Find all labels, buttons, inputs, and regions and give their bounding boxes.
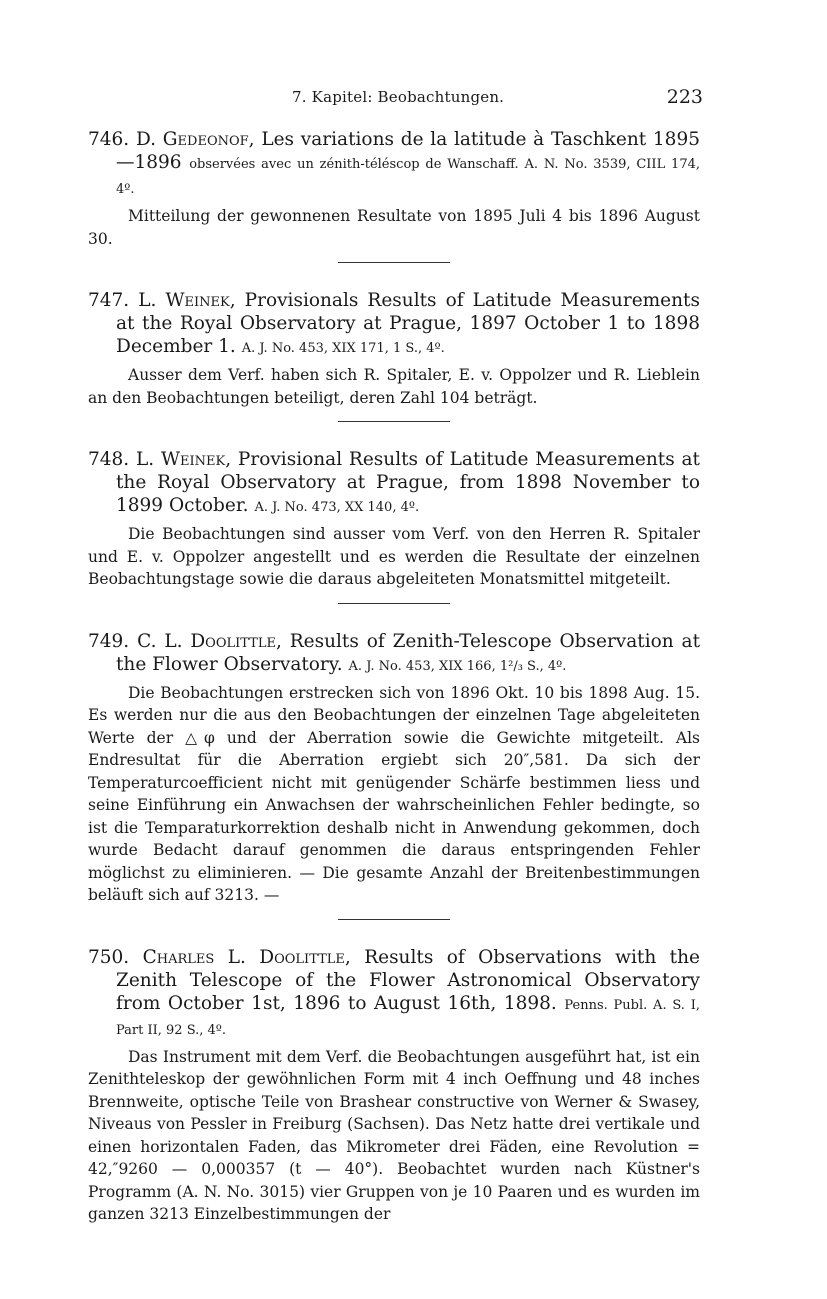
section-divider [338, 421, 450, 422]
entry-abstract: Ausser dem Verf. haben sich R. Spitaler, E. v. Oppolzer und R. Lieblein an den Beobachtungen beteiligt, deren Zahl 104 beträgt. [88, 366, 700, 407]
entry-750 [88, 946, 700, 1226]
entry-heading [88, 448, 700, 519]
entry-citation: Penns. Publ. A. S. I, Part II, 92 S., 4º. [116, 997, 700, 1038]
running-title: 7. Kapitel: Beobachtungen. [292, 88, 505, 106]
section-divider [338, 603, 450, 604]
entry-author: L. Weinek, [138, 290, 236, 311]
section-divider [338, 919, 450, 920]
entry-abstract: Mitteilung der gewonnenen Resultate von 1895 Juli 4 bis 1896 August 30. [88, 207, 700, 248]
entry-747 [88, 289, 700, 409]
entry-number: 749. [88, 630, 130, 652]
entry-author: D. Gedeonof, [135, 129, 255, 150]
entry-heading [88, 289, 700, 360]
entry-heading [88, 630, 700, 678]
entry-title: Les variations de la latitude à Taschkent 1895 —1896 [116, 129, 700, 173]
entry-number: 746. [88, 129, 130, 150]
section-divider [338, 262, 450, 263]
entry-number: 747. [88, 290, 130, 311]
entry-748 [88, 448, 700, 591]
bibliography-entries [88, 128, 700, 1226]
page-number: 223 [666, 86, 703, 108]
entry-citation: observées avec un zénith-téléscop de Wanschaff. A. N. No. 3539, CIIL 174, 4º. [116, 157, 700, 197]
entry-citation: A. J. No. 453, XIX 171, 1 S., 4º. [241, 341, 445, 356]
entry-749 [88, 630, 700, 907]
entry-number: 748. [88, 449, 130, 470]
entry-title: Results of Observations with the Zenith Telescope of the Flower Astronomical Observatory from October 1st, 1896 to August 16th, 1898. [116, 946, 700, 1014]
entry-author: Charles L. Doolittle, [142, 946, 351, 968]
entry-abstract: Die Beobachtungen erstrecken sich von 1896 Okt. 10 bis 1898 Aug. 15. Es werden nur die aus den Beobachtungen der einzelnen Tage abgeleiteten Werte der △φ und der Aberration sowie die Gewichte mitgeteilt. Als Endresultat für die Aberration ergiebt sich 20″,581. Da sich der Temperaturcoefficient nicht mit genügender Schärfe bestimmen liess und seine Einführung ein Anwachsen der wahrscheinlichen Fehler bedingte, so ist die Temparaturkorrektion deshalb nicht in Anwendung gekommen, doch wurde Bedacht darauf genommen die daraus entspringenden Fehler möglichst zu eliminieren. — Die gesamte Anzahl der Breitenbestimmungen beläuft sich auf 3213. — [88, 683, 700, 904]
entry-746 [88, 128, 700, 250]
entry-title: Provisional Results of Latitude Measurements at the Royal Observatory at Prague, from 1898 November to 1899 October. [116, 449, 700, 516]
entry-heading [88, 946, 700, 1042]
entry-title: Results of Zenith-Telescope Observation at the Flower Observatory. [116, 630, 701, 675]
entry-number: 750. [88, 946, 130, 968]
page-header [88, 88, 703, 112]
entry-heading [88, 128, 700, 201]
entry-author: C. L. Doolittle, [137, 630, 282, 652]
entry-citation: A. J. No. 453, XIX 166, 1²/₃ S., 4º. [348, 658, 567, 674]
entry-title: Provisionals Results of Latitude Measurements at the Royal Observatory at Prague, 1897 October 1 to 1898 December 1. [116, 290, 700, 357]
entry-abstract: Die Beobachtungen sind ausser vom Verf. von den Herren R. Spitaler und E. v. Oppolzer angestellt und es werden die Resultate der einzelnen Beobachtungstage sowie die daraus abgeleiteten Monatsmittel mitgeteilt. [88, 525, 700, 588]
entry-author: L. Weinek, [136, 449, 232, 470]
entry-citation: A. J. No. 473, XX 140, 4º. [254, 500, 420, 515]
entry-abstract: Das Instrument mit dem Verf. die Beobachtungen ausgeführt hat, ist ein Zenithteleskop der gewöhnlichen Form mit 4 inch Oeffnung und 48 inches Brennweite, optische Teile von Brashear constructive von Werner & Swasey, Niveaus von Pessler in Freiburg (Sachsen). Das Netz hatte drei vertikale und einen horizontalen Faden, das Mikrometer drei Fäden, eine Revolution = 42,″9260 — 0,000357 (t — 40°). Beobachtet wurden nach Küstner's Programm (A. N. No. 3015) vier Gruppen von je 10 Paaren und es wurden im ganzen 3213 Einzelbestimmungen der [88, 1047, 700, 1223]
